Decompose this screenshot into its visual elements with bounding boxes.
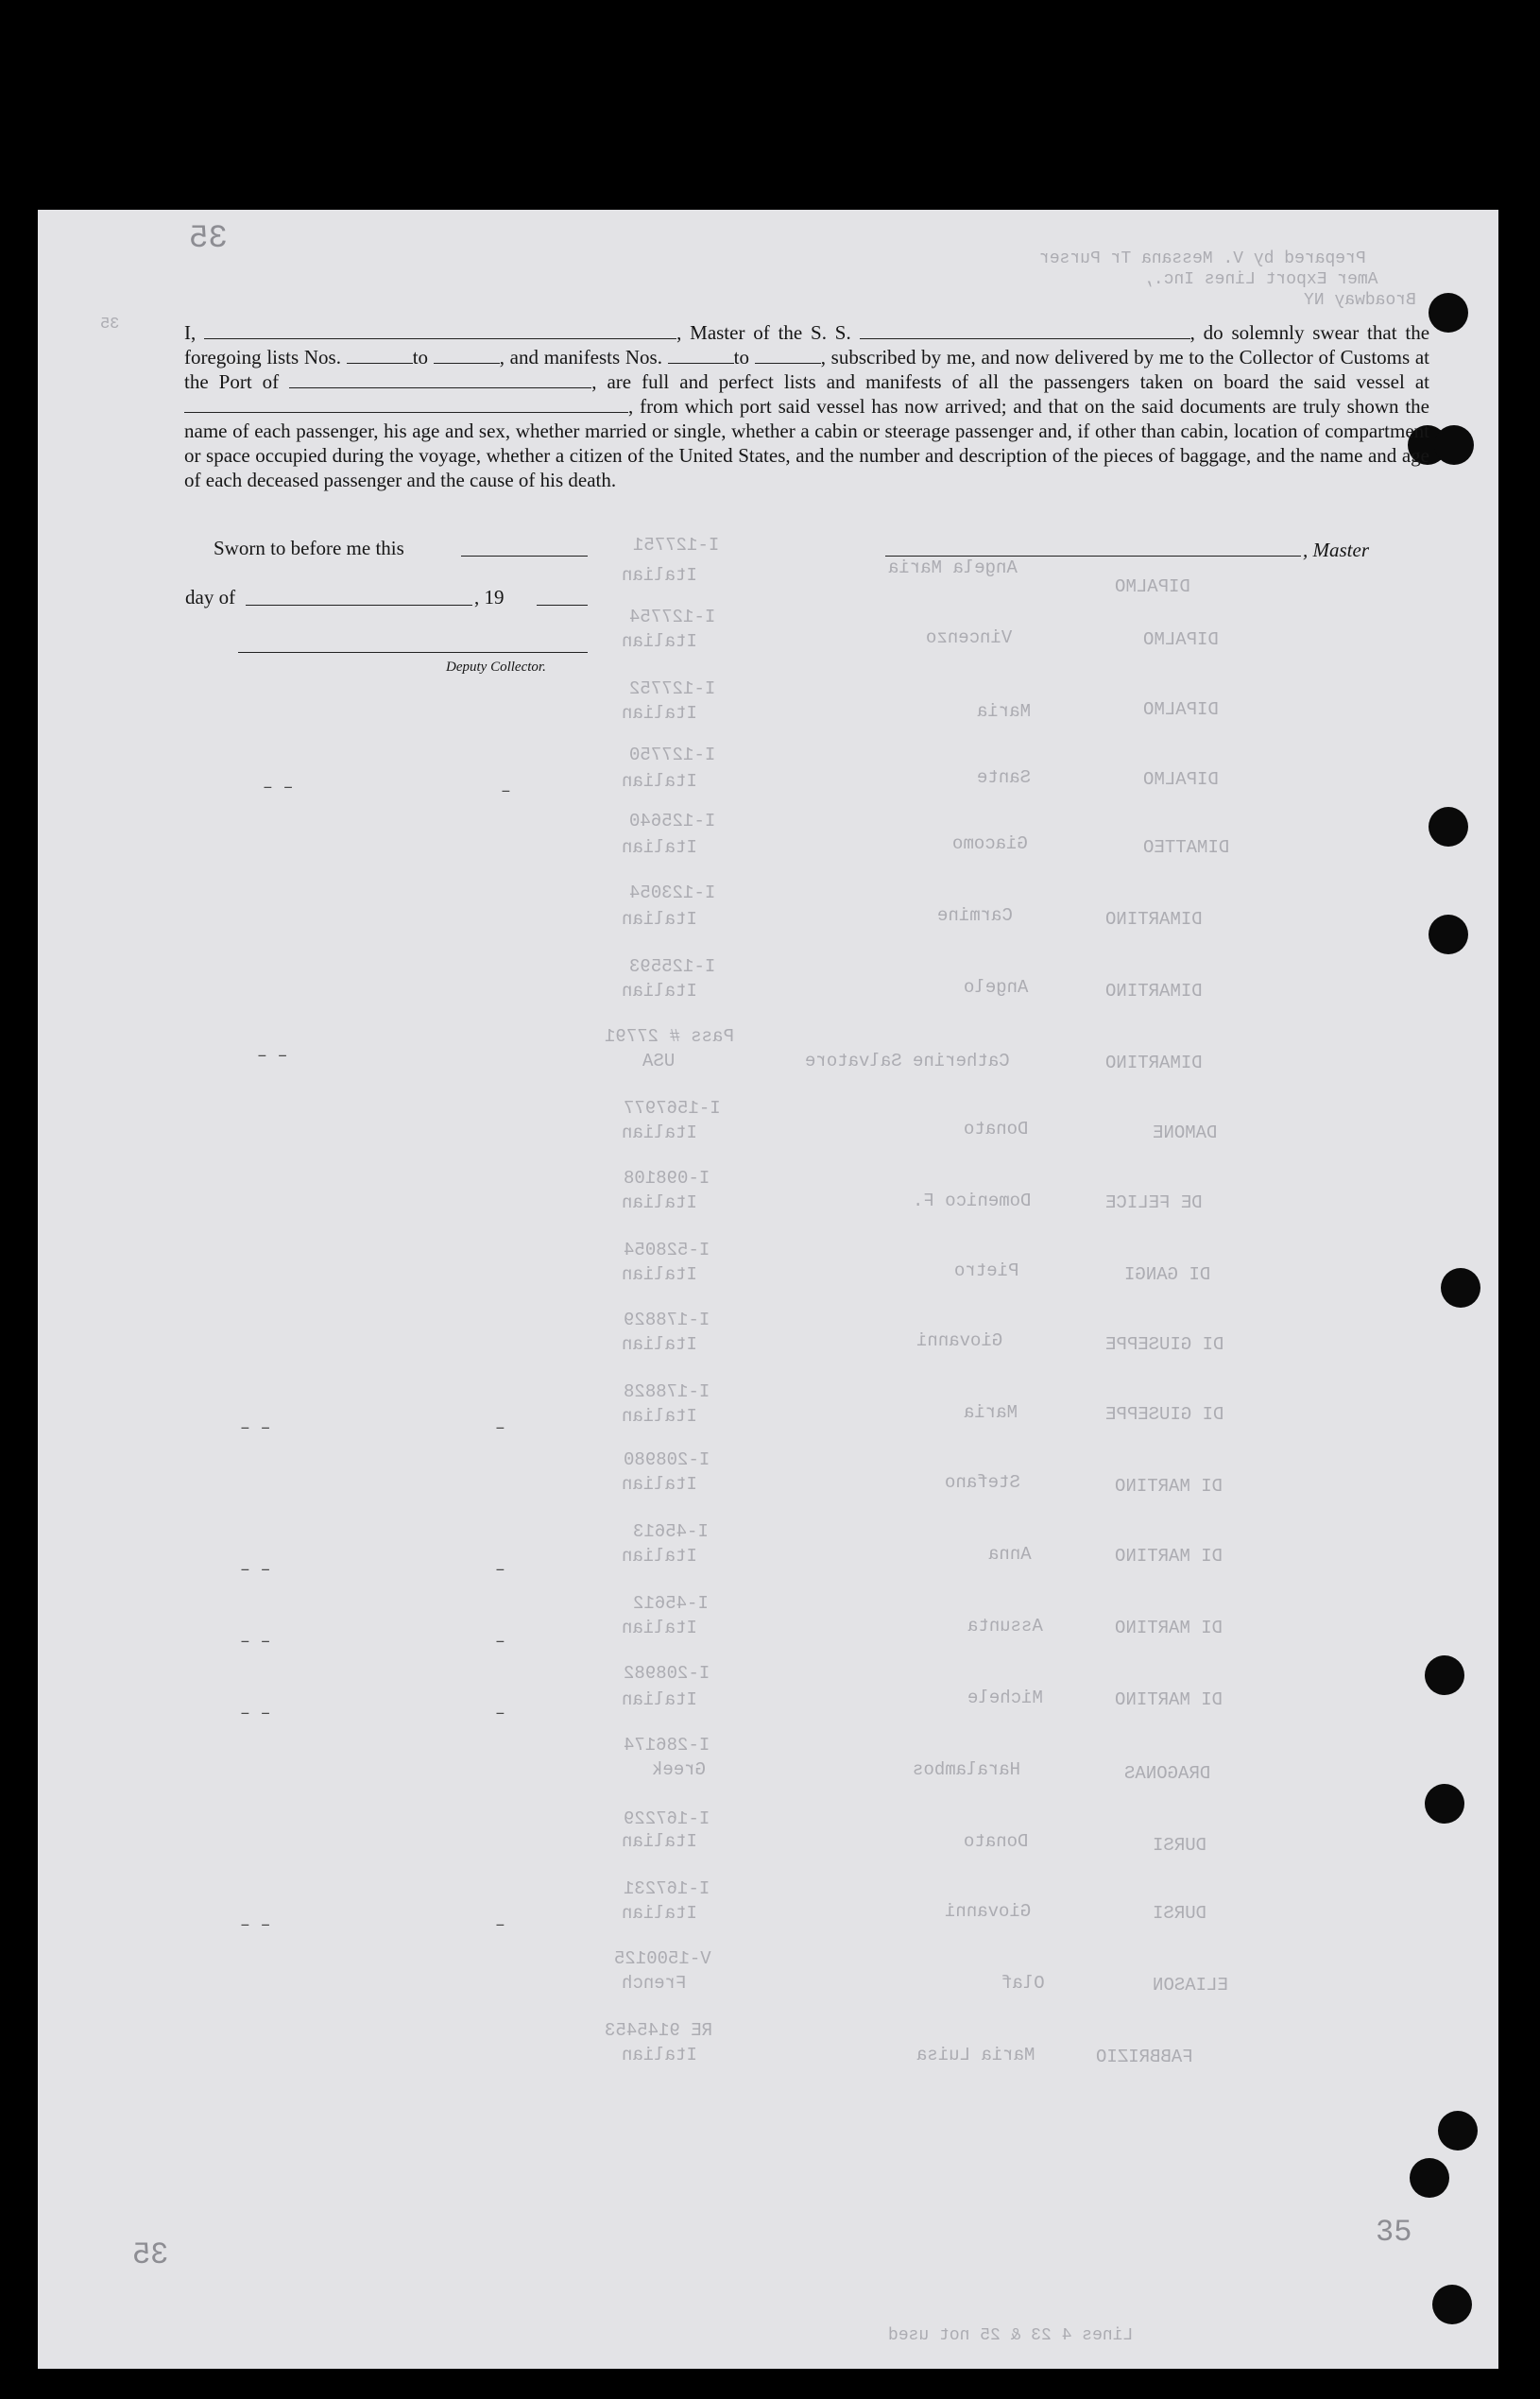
show-through-doc: I-125640 [629, 811, 716, 831]
show-through-doc: I-127750 [629, 745, 716, 765]
master-name-blank[interactable] [204, 324, 676, 339]
show-through-surname: DIPALMO [1115, 576, 1190, 597]
show-through-given: Angelo [964, 977, 1029, 998]
page-number-stamp: 35 [132, 2237, 169, 2272]
show-through-surname: DI MARTINO [1115, 1618, 1223, 1638]
master-signature-line[interactable] [885, 556, 1301, 557]
show-through-doc: I-208982 [624, 1663, 710, 1684]
show-through-nationality: Italian [622, 1474, 697, 1495]
show-through-surname: ELIASON [1153, 1975, 1228, 1996]
show-through-doc: RE 9145453 [605, 2020, 713, 2041]
dash-mark: – [495, 1419, 505, 1438]
show-through-doc: I-178829 [624, 1310, 710, 1330]
oath-text: I, [184, 321, 197, 344]
show-through-nationality: Italian [622, 1546, 697, 1567]
show-through-doc: I-286174 [624, 1735, 710, 1756]
show-through-doc: I-123054 [629, 882, 716, 903]
show-through-nationality: Italian [622, 1334, 697, 1355]
dash-mark: – [495, 1633, 505, 1652]
margin-number: 35 [100, 316, 120, 334]
show-through-given: Maria Luisa [916, 2045, 1035, 2065]
show-through-doc: I-45612 [633, 1593, 709, 1614]
show-through-given: Domenico F. [913, 1191, 1032, 1211]
show-through-nationality: Italian [622, 1406, 697, 1427]
sworn-date-blank[interactable] [461, 556, 588, 557]
oath-text: , from which port said vessel has now arrived; and that on the said documents are truly shown the name of each passenger, his age and sex, whether married or single, whether a cabin or steerage passenger and, if other than cabin, location of compartment or space occupied during the voyage, whether a citizen of the United States, and the number and description of the pieces of baggage, and the name and age of each deceased passenger and the cause of his death. [184, 395, 1429, 491]
dash-mark: – – [240, 1419, 271, 1438]
year-blank[interactable] [537, 605, 588, 606]
dash-mark: – [495, 1561, 505, 1580]
show-through-surname: DIPALMO [1143, 629, 1219, 650]
show-through-given: Giacomo [952, 833, 1028, 854]
binder-hole [1429, 293, 1468, 333]
page-number-stamp: 35 [189, 221, 228, 257]
show-through-doc: I-528054 [624, 1240, 710, 1260]
show-through-surname: DE FELICE [1105, 1192, 1203, 1213]
show-through-surname: DAMONE [1153, 1122, 1218, 1143]
show-through-nationality: Greek [652, 1759, 707, 1780]
show-through-surname: DURSI [1153, 1835, 1207, 1856]
show-through-nationality: Italian [622, 1122, 697, 1143]
oath-paragraph [184, 320, 1429, 492]
show-through-given: Giovanni [916, 1330, 1003, 1351]
oath-text: to [733, 346, 750, 368]
show-through-doc: I-098108 [624, 1168, 710, 1189]
vessel-name-blank[interactable] [860, 324, 1190, 339]
dash-mark: – – [240, 1561, 271, 1580]
show-through-given: Pietro [954, 1260, 1019, 1281]
show-through-surname: DIPALMO [1143, 699, 1219, 720]
footer-note: Lines 4 23 & 25 not used [888, 2326, 1134, 2345]
binder-hole [1425, 1655, 1464, 1695]
binder-hole [1429, 807, 1468, 847]
show-through-surname: DI GIUSEPPE [1105, 1334, 1224, 1355]
month-blank[interactable] [246, 605, 472, 606]
show-through-surname: DURSI [1153, 1903, 1207, 1924]
show-through-nationality: Italian [622, 703, 697, 724]
oath-text: , are full and perfect lists and manifests of all the passengers taken on board the said vessel at [591, 370, 1429, 393]
show-through-surname: DRAGONAS [1124, 1763, 1211, 1784]
binder-hole [1441, 1268, 1480, 1308]
show-through-given: Angela Maria [888, 557, 1018, 578]
show-through-nationality: Italian [622, 1903, 697, 1924]
show-through-given: Michele [967, 1688, 1043, 1708]
dash-mark: – – [240, 1705, 271, 1723]
oath-text: , Master of the S. S. [676, 321, 851, 344]
show-through-doc: I-167231 [624, 1878, 710, 1899]
show-through-doc: I-125593 [629, 956, 716, 977]
show-through-surname: DI GIUSEPPE [1105, 1404, 1224, 1425]
show-through-surname: DI MARTINO [1115, 1689, 1223, 1710]
show-through-given: Carmine [937, 905, 1013, 926]
show-through-given: Maria [964, 1402, 1018, 1423]
show-through-surname: FABBRIZIO [1096, 2047, 1193, 2067]
oath-text: , and manifests Nos. [499, 346, 662, 368]
show-through-given: Assunta [967, 1616, 1043, 1636]
show-through-nationality: Italian [622, 771, 697, 792]
show-through-given: Giovanni [945, 1901, 1032, 1922]
show-through-surname: DIPALMO [1143, 769, 1219, 790]
dash-mark: – [501, 782, 511, 801]
dash-mark: – – [240, 1916, 271, 1935]
show-through-nationality: Italian [622, 565, 697, 586]
day-of-label: day of [185, 586, 236, 608]
dash-mark: – [495, 1916, 505, 1935]
show-through-doc: Pass # 27791 [605, 1026, 734, 1047]
show-through-doc: I-178828 [624, 1381, 710, 1402]
show-through-nationality: Italian [622, 909, 697, 930]
oath-text: , do solemnly swear that the foregoing lists Nos. [184, 321, 1430, 368]
lists-to-blank[interactable] [434, 349, 500, 364]
show-through-surname: DI MARTINO [1115, 1476, 1223, 1497]
show-through-nationality: Italian [622, 1831, 697, 1852]
binder-hole [1425, 1784, 1464, 1824]
top-right-note: Broadway NY [1304, 291, 1416, 310]
show-through-given: Donato [964, 1831, 1029, 1852]
year-label: , 19 [474, 586, 505, 608]
show-through-surname: DIMARTINO [1105, 1053, 1203, 1073]
show-through-nationality: French [622, 1973, 687, 1994]
show-through-nationality: Italian [622, 1192, 697, 1213]
show-through-doc: I-208980 [624, 1449, 710, 1470]
dash-mark: – [495, 1705, 505, 1723]
departure-port-blank[interactable] [184, 398, 628, 413]
show-through-doc: I-1567977 [624, 1098, 721, 1119]
show-through-given: Haralambos [913, 1759, 1021, 1780]
binder-hole [1432, 2285, 1472, 2324]
binder-hole [1429, 915, 1468, 954]
show-through-given: Olaf [1001, 1973, 1045, 1994]
binder-hole [1438, 2111, 1478, 2151]
dash-mark: – – [257, 1047, 288, 1066]
dash-mark: – – [263, 779, 294, 797]
show-through-nationality: Italian [622, 1689, 697, 1710]
show-through-surname: DI MARTINO [1115, 1546, 1223, 1567]
port-blank[interactable] [289, 373, 591, 388]
show-through-given: Sante [977, 767, 1032, 788]
show-through-nationality: Italian [622, 1618, 697, 1638]
deputy-collector-label: Deputy Collector. [446, 660, 546, 675]
show-through-nationality: Italian [622, 2045, 697, 2065]
show-through-given: Stefano [945, 1472, 1020, 1493]
show-through-given: Anna [988, 1544, 1032, 1565]
show-through-doc: I-127754 [629, 607, 716, 627]
show-through-doc: V-1500125 [614, 1948, 711, 1969]
manifests-from-blank[interactable] [668, 349, 734, 364]
show-through-nationality: Italian [622, 837, 697, 858]
oath-text: , subscribed by me, and now delivered by me to the Collector of Customs at the Port of [184, 346, 1430, 393]
show-through-doc: I-167229 [624, 1808, 710, 1829]
dash-mark: – – [240, 1633, 271, 1652]
top-right-note: Prepared by V. Messana Tr Purser [1039, 249, 1366, 268]
show-through-given: Donato [964, 1119, 1029, 1140]
show-through-doc: I-127751 [633, 535, 720, 556]
binder-hole [1410, 2158, 1449, 2198]
master-label: , Master [1303, 539, 1369, 561]
show-through-doc: I-45613 [633, 1521, 709, 1542]
manifests-to-blank[interactable] [755, 349, 821, 364]
show-through-surname: DI GANGI [1124, 1264, 1211, 1285]
show-through-given: Vincenzo [926, 627, 1013, 648]
show-through-given: Catherine Salvatore [805, 1051, 1010, 1071]
top-right-note: Amer Export Lines Inc., [1143, 270, 1378, 289]
show-through-surname: DIMARTINO [1105, 981, 1203, 1002]
show-through-nationality: Italian [622, 631, 697, 652]
deputy-signature-line[interactable] [238, 652, 588, 653]
show-through-nationality: USA [642, 1051, 676, 1071]
lists-from-blank[interactable] [347, 349, 413, 364]
show-through-nationality: Italian [622, 981, 697, 1002]
show-through-surname: DIMARTINO [1105, 909, 1203, 930]
sworn-label: Sworn to before me this [214, 537, 404, 559]
oath-text: to [412, 346, 429, 368]
document-sheet [38, 210, 1498, 2369]
show-through-nationality: Italian [622, 1264, 697, 1285]
page-number-stamp: 35 [1376, 2215, 1412, 2250]
show-through-surname: DIMATTEO [1143, 837, 1230, 858]
show-through-given: Maria [977, 701, 1032, 722]
show-through-doc: I-127752 [629, 678, 716, 699]
binder-hole [1434, 425, 1474, 465]
